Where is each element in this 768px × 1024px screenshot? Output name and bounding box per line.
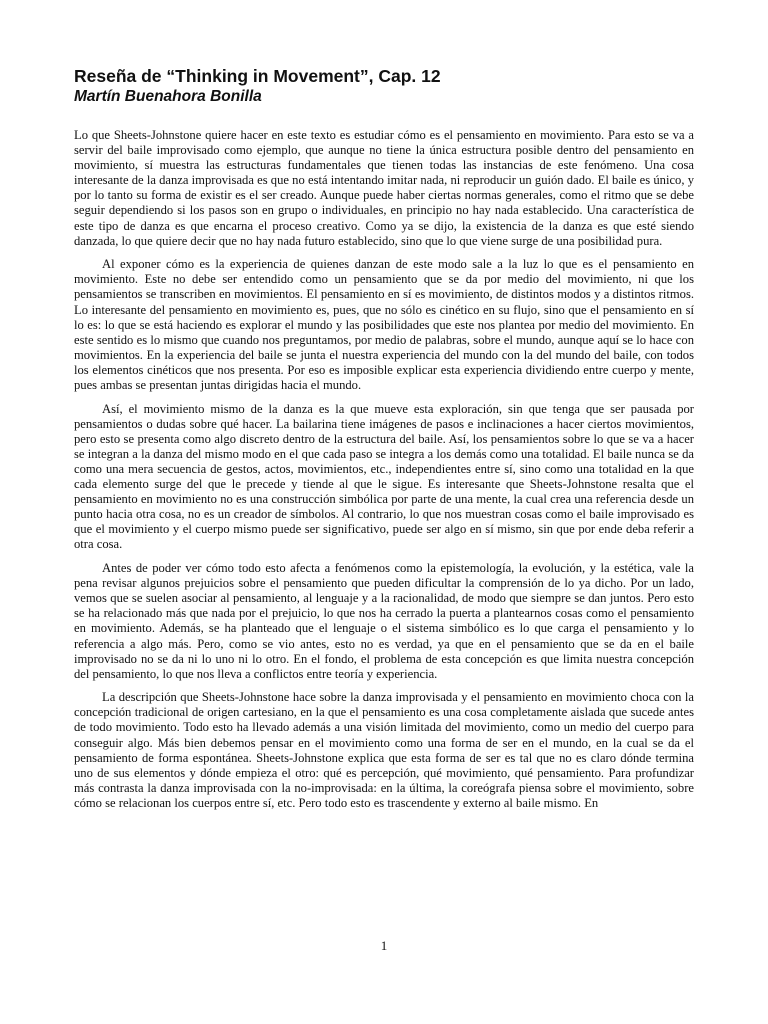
paragraph-5: La descripción que Sheets-Johnstone hace sobre la danza improvisada y el pensamiento en movimiento choca con la concepción tradicional de origen cartesiano, en la que el pensamiento es una cosa completamente aislada que sucede antes de todo movimiento. Todo esto ha llevado además a una visión limitada del movimiento, como un medio del cuerpo para conseguir algo. Más bien debemos pensar en el movimiento como una forma de ser en el mundo, en la cual se da el pensamiento de forma espontánea. Sheets-Johnstone explica que esta forma de ser es tal que no es claro dónde termina uno de sus elementos y dónde empieza el otro: qué es percepción, qué movimiento, qué pensamiento. Para profundizar más contrasta la danza improvisada con la no-improvisada: en la última, la coreógrafa piensa sobre el movimiento, sobre cómo se relacionan los cuerpos entre sí, etc. Pero todo esto es trascendente y externo al baile mismo. En <box>74 690 694 810</box>
paragraph-4: Antes de poder ver cómo todo esto afecta a fenómenos como la epistemología, la evolución, y la estética, vale la pena revisar algunos prejuicios sobre el pensamiento que pueden dificultar la comprensión de lo ya dicho. Por un lado, vemos que se suelen asociar al pensamiento, al lenguaje y a la racionalidad, de modo que siempre se dan juntos. Pero esto se ha relacionado más que nada por el prejuicio, lo que nos ha cerrado la puerta a plantearnos cosas como el pensamiento en movimiento. Además, se ha planteado que el lenguaje o el sistema simbólico es lo que carga el pensamiento y lo referencia a algo más. Pero, como se vio antes, esto no es verdad, ya que en el pensamiento que se da en el baile improvisado no se da ni lo uno ni lo otro. En el fondo, el problema de esta concepción es que limita nuestra concepción del pensamiento, lo que nos lleva a conflictos entre teoría y experiencia. <box>74 561 694 681</box>
page-number: 1 <box>380 938 388 953</box>
document-page <box>74 66 694 820</box>
document-author: Martín Buenahora Bonilla <box>74 88 262 105</box>
paragraph-1: Lo que Sheets-Johnstone quiere hacer en este texto es estudiar cómo es el pensamiento en movimiento. Para esto se va a servir del baile improvisado como ejemplo, que aunque no tiene la única estructura posible dentro del pensamiento en movimiento, sí muestra las estructuras fundamentales que tienen todas las instancias de este fenómeno. Una cosa interesante de la danza improvisada es que no está intentando imitar nada, ni reproducir un guión dado. El baile es único, y por lo tanto su forma de existir es el ser creado. Aunque puede haber ciertas normas generales, como el ritmo que se debe seguir dependiendo si los pasos son en grupo o individuales, en principio no hay nada establecido. Una característica de este tipo de danza es que encarna el proceso creativo. Como ya se dijo, la existencia de la danza es que esté siendo danzada, lo que quiere decir que no hay nada futuro establecido, sino que lo que viene surge de una posibilidad pura. <box>74 128 694 248</box>
document-title: Reseña de “Thinking in Movement”, Cap. 12 <box>74 66 441 86</box>
paragraph-2: Al exponer cómo es la experiencia de quienes danzan de este modo sale a la luz lo que es el pensamiento en movimiento. Este no debe ser entendido como un pensamiento que se da por medio del movimiento, ni que los pensamientos se transcriben en movimientos. El pensamiento en sí es movimiento, de distintos modos y a distintos ritmos. Lo interesante del pensamiento en movimiento es, pues, que no sólo es cinético en su flujo, sino que el pensamiento en sí lo es: lo que se está haciendo es explorar el mundo y las posibilidades que este nos plantea por medio del movimiento. En este sentido es lo mismo que cuando nos preguntamos, por medio de palabras, sobre el mundo, aunque aquí se lo hace con movimientos. En la experiencia del baile se junta el nuestra experiencia del mundo con la del mundo del baile, con todos los elementos cinéticos que nos presenta. Por eso es imposible explicar esta experiencia dividiendo entre cuerpo y mente, pues ambas se presentan juntas dirigidas hacia el mundo. <box>74 257 694 392</box>
paragraph-3: Así, el movimiento mismo de la danza es la que mueve esta exploración, sin que tenga que ser pausada por pensamientos o dudas sobre qué hacer. La bailarina tiene imágenes de pasos e inclinaciones a hacer ciertos movimientos, pero esto se presenta como algo discreto dentro de la estructura del baile. Así, los pensamientos sobre lo que se va a hacer se integran a la danza del mismo modo en el que cada paso se integra a los demás como una totalidad. El baile nunca se da como una mera secuencia de gestos, actos, movimientos, etc., independientes entre sí, sino como una totalidad en la que cada elemento surge del que le precede y tiende al que le sigue. Es interesante que Sheets-Johnstone resalta que el pensamiento en movimiento no es una construcción simbólica por parte de una mente, la cual crea una referencia desde un punto hacia otra cosa, no es un creador de símbolos. Al contrario, lo que nos muestran cosas como el baile improvisado es que el movimiento y el cuerpo mismo puede ser significativo, puede ser algo en sí mismo, sin que por ende deba referir a otra cosa. <box>74 401 694 552</box>
